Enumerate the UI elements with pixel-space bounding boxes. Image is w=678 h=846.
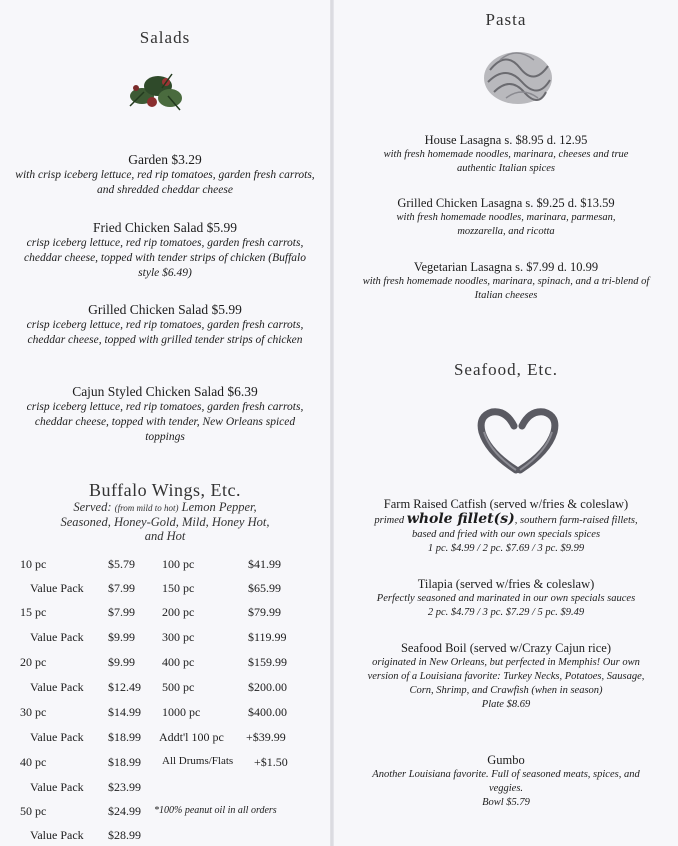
grilled-chicken-lasagna bbox=[334, 195, 678, 239]
left-menu-page bbox=[0, 0, 330, 846]
item-name: Seafood Boil (served w/Crazy Cajun rice) bbox=[400, 641, 611, 655]
row-price-2: $79.99 bbox=[248, 605, 281, 619]
house-lasagna bbox=[334, 132, 678, 176]
row-price: $5.79 bbox=[108, 557, 135, 571]
item-name: Cajun Styled Chicken Salad $6.39 bbox=[72, 384, 258, 399]
row-label-2: 200 pc bbox=[162, 605, 195, 619]
row-label-2: 500 pc bbox=[162, 680, 195, 694]
row-price: $23.99 bbox=[108, 780, 141, 794]
grilled-chicken-salad bbox=[0, 302, 330, 348]
cajun-chicken-salad bbox=[0, 384, 330, 445]
item-desc: crisp iceberg lettuce, red rip tomatoes, garden fresh carrots, cheddar cheese, topped with tender, New Orleans spiced toppings bbox=[26, 401, 304, 443]
row-label-2: 1000 pc bbox=[162, 705, 201, 719]
item-name: Grilled Chicken Salad $5.99 bbox=[88, 302, 242, 317]
salad-greens-icon bbox=[122, 66, 188, 116]
right-menu-page bbox=[334, 0, 678, 846]
desc-pre: primed bbox=[374, 515, 407, 526]
item-name: House Lasagna s. $8.95 d. 12.95 bbox=[424, 133, 588, 147]
shrimp-heart-icon bbox=[470, 404, 566, 474]
item-desc: originated in New Orleans, but perfected in Memphis! Our own version of a Louisiana favorite: Turkey Necks, Potatoes, Sausage, Corn, Shrimp, and Crawfish (when in season) bbox=[367, 657, 645, 696]
item-price: Bowl $5.79 bbox=[482, 797, 530, 808]
catfish bbox=[334, 496, 678, 556]
row-label: 30 pc bbox=[20, 705, 47, 719]
row-price: $24.99 bbox=[108, 804, 141, 818]
flavors-line-b: Seasoned, Honey-Gold, Mild, Honey Hot, bbox=[60, 515, 270, 529]
item-desc: crisp iceberg lettuce, red rip tomatoes, garden fresh carrots, cheddar cheese, topped with tender strips of chicken (Buffalo style $6.49) bbox=[23, 237, 306, 279]
vegetarian-lasagna bbox=[334, 259, 678, 303]
fried-chicken-salad bbox=[0, 220, 330, 281]
range-note: (from mild to hot) bbox=[114, 503, 179, 513]
item-desc: crisp iceberg lettuce, red rip tomatoes, garden fresh carrots, cheddar cheese, topped with grilled tender strips of chicken bbox=[26, 319, 304, 346]
row-label: Value Pack bbox=[30, 680, 84, 694]
row-label: 50 pc bbox=[20, 804, 47, 818]
row-price-2: $65.99 bbox=[248, 581, 281, 595]
item-desc: with fresh homemade noodles, marinara, parmesan, mozzarella, and ricotta bbox=[396, 212, 616, 237]
row-label: Value Pack bbox=[30, 828, 84, 842]
row-label: Value Pack bbox=[30, 581, 84, 595]
flavors-line-a: Lemon Pepper, bbox=[181, 500, 257, 514]
row-price-2: $159.99 bbox=[248, 655, 287, 669]
wings-flavors bbox=[0, 500, 330, 543]
item-name: Vegetarian Lasagna s. $7.99 d. 10.99 bbox=[413, 260, 599, 274]
row-price-2: $119.99 bbox=[248, 630, 287, 644]
row-label-2: All Drums/Flats bbox=[162, 755, 234, 767]
row-label: Value Pack bbox=[30, 780, 84, 794]
row-price: $7.99 bbox=[108, 581, 135, 595]
desc-post: , southern farm-raised fillets, based and fried with our own specials spices bbox=[411, 515, 638, 540]
row-label: Value Pack bbox=[30, 730, 84, 744]
item-desc: with crisp iceberg lettuce, red rip tomatoes, garden fresh carrots, and shredded cheddar cheese bbox=[15, 169, 315, 196]
row-price: $14.99 bbox=[108, 705, 141, 719]
row-price: $18.99 bbox=[108, 755, 141, 769]
row-price: $28.99 bbox=[108, 828, 141, 842]
item-name: Farm Raised Catfish (served w/fries & coleslaw) bbox=[383, 497, 629, 511]
item-desc: with fresh homemade noodles, marinara, cheeses and true authentic Italian spices bbox=[383, 149, 629, 174]
row-label: 20 pc bbox=[20, 655, 47, 669]
row-price-2: +$39.99 bbox=[246, 730, 286, 744]
item-desc: Perfectly seasoned and marinated in our own specials sauces bbox=[376, 593, 636, 604]
whole-fillet-emphasis: whole fillet(s) bbox=[406, 511, 515, 527]
garden-salad bbox=[0, 152, 330, 198]
row-price: $9.99 bbox=[108, 655, 135, 669]
row-label: Value Pack bbox=[30, 630, 84, 644]
row-price: $18.99 bbox=[108, 730, 141, 744]
row-price: $7.99 bbox=[108, 605, 135, 619]
row-price: $9.99 bbox=[108, 630, 135, 644]
salads-title: Salads bbox=[139, 28, 191, 47]
row-price-2: $41.99 bbox=[248, 557, 281, 571]
row-label-2: Addt'l 100 pc bbox=[159, 730, 224, 744]
row-label-2: 100 pc bbox=[162, 557, 195, 571]
gumbo bbox=[334, 752, 678, 810]
item-prices: 2 pc. $4.79 / 3 pc. $7.29 / 5 pc. $9.49 bbox=[427, 607, 585, 618]
row-price-2: $400.00 bbox=[248, 705, 287, 719]
item-desc: with fresh homemade noodles, marinara, spinach, and a tri-blend of Italian cheeses bbox=[362, 276, 650, 301]
pasta-icon bbox=[476, 40, 560, 110]
wings-title: Buffalo Wings, Etc. bbox=[88, 480, 242, 500]
row-price-2: $200.00 bbox=[248, 680, 287, 694]
flavors-line-c: and Hot bbox=[144, 529, 186, 543]
row-label: 15 pc bbox=[20, 605, 47, 619]
row-label: 40 pc bbox=[20, 755, 47, 769]
tilapia bbox=[334, 576, 678, 620]
row-label: 10 pc bbox=[20, 557, 47, 571]
served-label: Served: bbox=[73, 500, 112, 514]
peanut-oil-note: *100% peanut oil in all orders bbox=[154, 805, 277, 816]
row-label-2: 400 pc bbox=[162, 655, 195, 669]
item-price: Plate $8.69 bbox=[481, 699, 531, 710]
pasta-title: Pasta bbox=[485, 10, 527, 29]
row-label-2: 300 pc bbox=[162, 630, 195, 644]
item-desc bbox=[334, 512, 678, 542]
row-label-2: 150 pc bbox=[162, 581, 195, 595]
row-price-2: +$1.50 bbox=[254, 755, 288, 769]
item-name: Gumbo bbox=[487, 753, 525, 767]
seafood-title: Seafood, Etc. bbox=[453, 360, 559, 379]
item-name: Tilapia (served w/fries & coleslaw) bbox=[417, 577, 595, 591]
item-name: Grilled Chicken Lasagna s. $9.25 d. $13.59 bbox=[397, 196, 615, 210]
row-price: $12.49 bbox=[108, 680, 141, 694]
seafood-boil bbox=[334, 640, 678, 712]
item-desc: Another Louisiana favorite. Full of seasoned meats, spices, and veggies. bbox=[372, 769, 640, 794]
item-prices: 1 pc. $4.99 / 2 pc. $7.69 / 3 pc. $9.99 bbox=[427, 543, 585, 554]
item-name: Garden $3.29 bbox=[128, 152, 202, 167]
item-name: Fried Chicken Salad $5.99 bbox=[93, 220, 237, 235]
